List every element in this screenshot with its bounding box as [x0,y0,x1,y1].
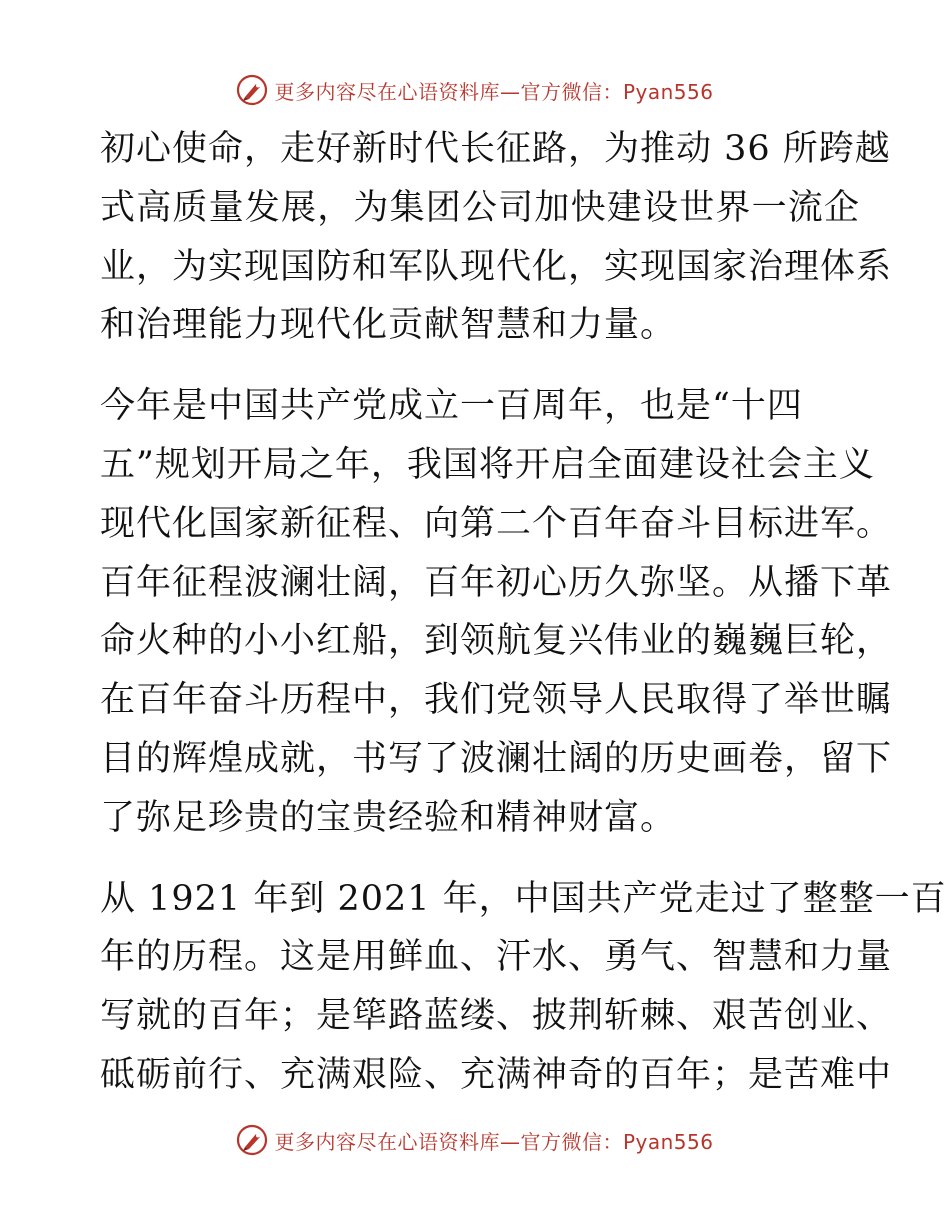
text-line: 在百年奋斗历程中，我们党领导人民取得了举世瞩 [100,680,893,721]
text-line: 写就的百年；是筚路蓝缕、披荆斩棘、艰苦创业、 [100,996,893,1037]
text-line: 今年是中国共产党成立一百周年，也是“十四 [100,386,803,427]
text-line: 年的历程。这是用鲜血、汗水、勇气、智慧和力量 [100,937,893,978]
text-line: 现代化国家新征程、向第二个百年奋斗目标进军。 [100,503,893,544]
text-line: 业，为实现国防和军队现代化，实现国家治理体系 [100,246,893,287]
text-line: 从 1921 年到 2021 年，中国共产党走过了整整一百 [100,878,947,919]
text-line: 和治理能力现代化贡献智慧和力量。 [100,305,677,346]
header-banner-text: 更多内容尽在心语资料库—官方微信：Pyan556 [274,79,714,104]
paragraph-1 [100,120,893,355]
document-body [100,120,947,1105]
text-line: 目的辉煌成就，书写了波澜壮阔的历史画卷，留下 [100,738,893,779]
pen-nib-logo-icon [236,74,268,106]
header-banner [0,72,950,108]
text-line: 命火种的小小红船，到领航复兴伟业的巍巍巨轮， [100,621,893,662]
footer-banner-text: 更多内容尽在心语资料库—官方微信：Pyan556 [274,1129,714,1154]
text-line: 了弥足珍贵的宝贵经验和精神财富。 [100,797,677,838]
text-line: 百年征程波澜壮阔，百年初心历久弥坚。从播下革 [100,562,893,603]
footer-banner [0,1122,950,1158]
text-line: 砥砺前行、充满艰险、充满神奇的百年；是苦难中 [100,1054,893,1095]
paragraph-gap [100,355,860,377]
pen-nib-logo-icon [236,1124,268,1156]
paragraph-2 [100,377,893,847]
text-line: 式高质量发展，为集团公司加快建设世界一流企 [100,187,860,228]
paragraph-3 [100,870,947,1105]
text-line: 初心使命，走好新时代长征路，为推动 36 所跨越 [100,129,891,169]
paragraph-gap [100,848,860,870]
text-line: 五”规划开局之年，我国将开启全面建设社会主义 [100,444,875,485]
